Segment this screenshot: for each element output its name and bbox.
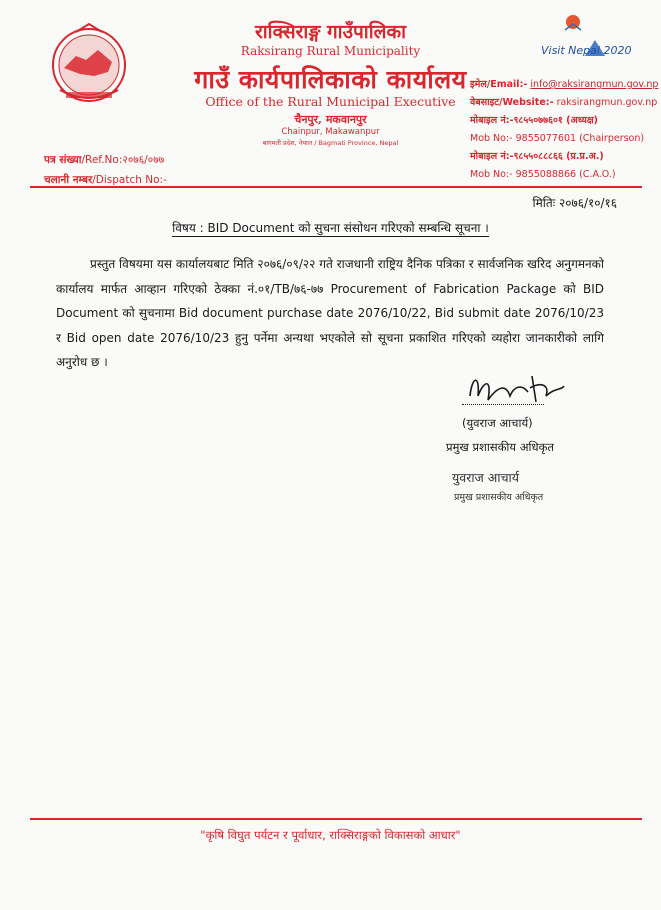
email-label: इमेल/Email:- (470, 79, 528, 90)
office-title-np: गाउँ कार्यपालिकाको कार्यालय (194, 65, 467, 94)
contact-block (470, 76, 660, 184)
mobile2-np: ९८५५०८८८६६ (प्र.प्र.अ.) (513, 151, 604, 162)
visit-nepal-text: Visit Nepal 2020 (541, 44, 632, 57)
reference-block (44, 150, 167, 190)
ref-label: पत्र संख्या (44, 154, 82, 166)
header-divider (30, 186, 642, 188)
signature-line (462, 404, 544, 405)
province-line: बागमती प्रदेश, नेपाल / Bagmati Province, Nepal (262, 139, 399, 147)
letter-date: मितिः २०७६/१०/१६ (532, 196, 617, 210)
address-np: चैनपुर, मकवानपुर (294, 113, 367, 126)
handwritten-signature-icon (458, 366, 576, 414)
ref-label-en: /Ref.No: (81, 154, 123, 166)
ref-value: २०७६/०७७ (122, 154, 165, 166)
ref-row (44, 150, 167, 170)
footer-divider (30, 818, 642, 820)
mobile1-np-row (470, 112, 660, 130)
footer-slogan: "कृषि विघुत पर्यटन र पूर्वाधार, राक्सिराङ्गको विकासको आधार" (200, 828, 461, 842)
stamp-title: प्रमुख प्रशासकीय अधिकृत (454, 492, 544, 503)
office-title-en: Office of the Rural Municipal Executive (205, 94, 456, 109)
signatory-title: प्रमुख प्रशासकीय अधिकृत (446, 440, 554, 454)
municipality-title-np: राक्सिराङ्ग गाउँपालिका (254, 21, 407, 43)
mobile2-label: मोबाइल नं:- (470, 151, 514, 162)
email-row (470, 76, 660, 94)
mobile1-np: ९८५५०७७६०१ (अध्यक्ष) (513, 115, 599, 126)
website-row (470, 94, 660, 112)
letter-subject (0, 219, 661, 236)
email-link[interactable]: info@raksirangmun.gov.np (530, 79, 659, 90)
website-value[interactable]: raksirangmun.gov.np (556, 97, 658, 108)
stamp-name: युवराज आचार्य (452, 470, 519, 485)
mobile1-en: Mob No:- 9855077601 (Chairperson) (470, 133, 645, 144)
mobile2-np-row (470, 148, 660, 166)
dispatch-label-en: /Dispatch No:- (92, 174, 167, 186)
municipality-title-en: Raksirang Rural Municipality (240, 44, 421, 58)
mobile1-label: मोबाइल नं:- (470, 115, 514, 126)
mobile2-en: Mob No:- 9855088866 (C.A.O.) (470, 169, 616, 180)
subject-text: विषय : BID Document को सुचना संसोधन गरिएको सम्बन्धि सूचना । (172, 221, 489, 235)
address-en: Chainpur, Makawanpur (281, 127, 380, 137)
website-label: वेबसाइट/Website:- (470, 97, 554, 108)
letter-body: प्रस्तुत विषयमा यस कार्यालयबाट मिति २०७६/०९/२२ गते राजधानी राष्ट्रिय दैनिक पत्रिका र सार्वजनिक खरिद अनुगमनको कार्यालय मार्फत आव्हान गरिएको ठेक्का नं.०१/TB/७६-७७ Procurement of Fabrication Package को BID Document को सुचनामा Bid document purchase date 2076/10/22, Bid submit date 2076/10/23 र Bid open date 2076/10/23 हुनु पर्नेमा अन्यथा भएकोले सो सूचना प्रकाशित गरिएको व्यहोरा जानकारीको लागि अनुरोध छ । (56, 257, 604, 369)
dispatch-label: चलानी नम्बर (44, 174, 93, 186)
signatory-name: (युवराज आचार्य) (462, 416, 533, 430)
